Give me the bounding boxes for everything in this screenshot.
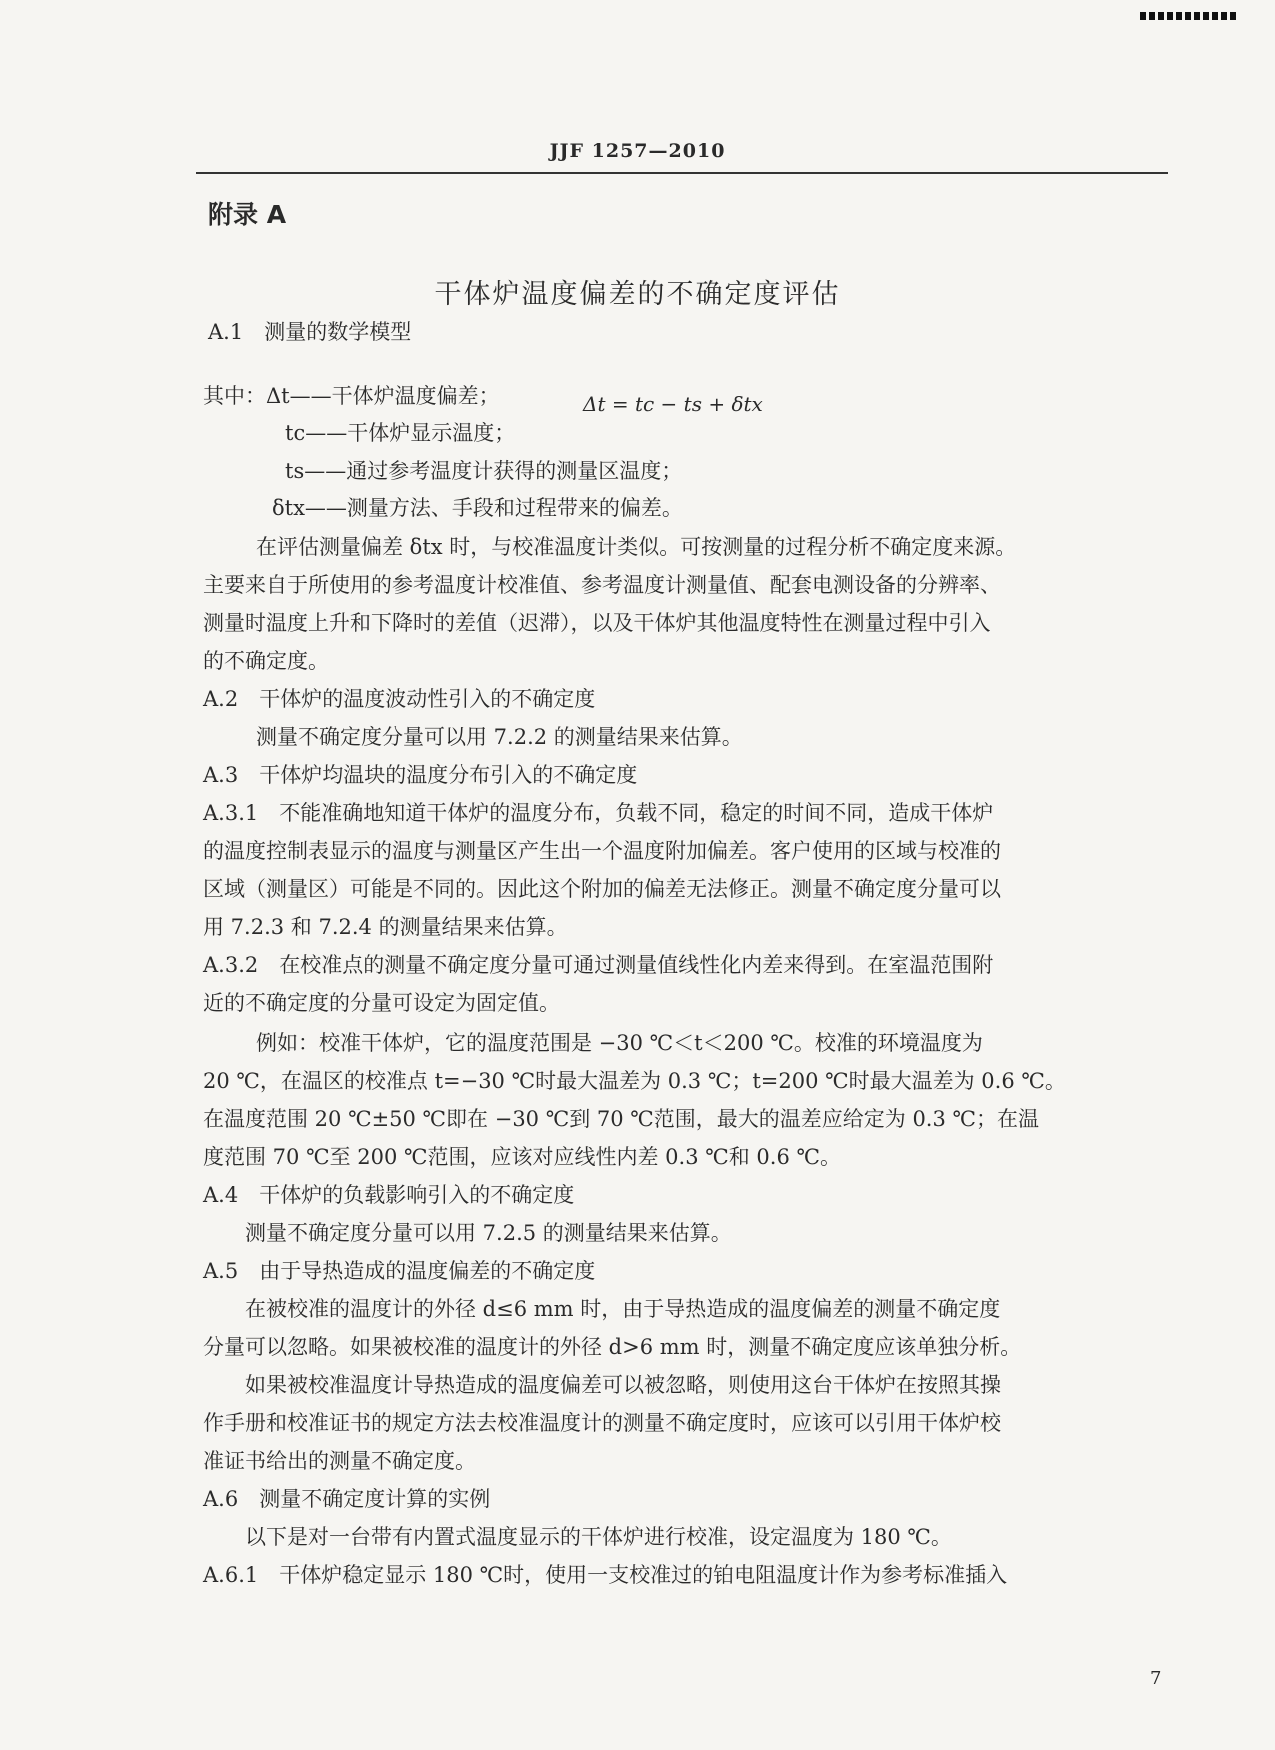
text-line: 测量时温度上升和下降时的差值（迟滞），以及干体炉其他温度特性在测量过程中引入 bbox=[203, 611, 991, 635]
text-line: 近的不确定度的分量可设定为固定值。 bbox=[203, 991, 560, 1015]
text-line: A.3.1 不能准确地知道干体炉的温度分布，负载不同，稳定的时间不同，造成干体炉 bbox=[203, 801, 994, 825]
text-line: 在温度范围 20 ℃±50 ℃即在 −30 ℃到 70 ℃范围，最大的温差应给定为 0.3 ℃；在温 bbox=[203, 1107, 1040, 1131]
appendix-label: 附录 A bbox=[208, 200, 287, 229]
text-line: 其中：Δt——干体炉温度偏差； bbox=[203, 384, 500, 408]
text-line: 在评估测量偏差 δtx 时，与校准温度计类似。可按测量的过程分析不确定度来源。 bbox=[256, 535, 1017, 559]
document-header: JJF 1257—2010 bbox=[549, 140, 726, 162]
text-line: A.3.2 在校准点的测量不确定度分量可通过测量值线性化内差来得到。在室温范围附 bbox=[203, 953, 994, 977]
scan-corner-mark bbox=[1140, 12, 1236, 20]
text-line: δtx——测量方法、手段和过程带来的偏差。 bbox=[272, 496, 683, 520]
text-line: ts——通过参考温度计获得的测量区温度； bbox=[285, 459, 683, 483]
header-rule bbox=[196, 172, 1168, 174]
text-line: 以下是对一台带有内置式温度显示的干体炉进行校准，设定温度为 180 ℃。 bbox=[245, 1525, 952, 1549]
text-line: A.6.1 干体炉稳定显示 180 ℃时，使用一支校准过的铂电阻温度计作为参考标准插入 bbox=[203, 1563, 1008, 1587]
document-title: 干体炉温度偏差的不确定度评估 bbox=[434, 279, 841, 310]
text-line: 的温度控制表显示的温度与测量区产生出一个温度附加偏差。客户使用的区域与校准的 bbox=[203, 839, 1001, 863]
section-a3-heading: A.3 干体炉均温块的温度分布引入的不确定度 bbox=[203, 763, 638, 787]
text-line: 测量不确定度分量可以用 7.2.5 的测量结果来估算。 bbox=[245, 1221, 732, 1245]
section-a6-heading: A.6 测量不确定度计算的实例 bbox=[203, 1487, 491, 1511]
text-line: 度范围 70 ℃至 200 ℃范围，应该对应线性内差 0.3 ℃和 0.6 ℃。 bbox=[203, 1145, 841, 1169]
text-line: 用 7.2.3 和 7.2.4 的测量结果来估算。 bbox=[203, 915, 568, 939]
text-line: 如果被校准温度计导热造成的温度偏差可以被忽略，则使用这台干体炉在按照其操 bbox=[245, 1373, 1001, 1397]
text-line: 作手册和校准证书的规定方法去校准温度计的测量不确定度时，应该可以引用干体炉校 bbox=[203, 1411, 1001, 1435]
section-a5-heading: A.5 由于导热造成的温度偏差的不确定度 bbox=[203, 1259, 596, 1283]
text-line: 的不确定度。 bbox=[203, 649, 329, 673]
text-line: 20 ℃，在温区的校准点 t=−30 ℃时最大温差为 0.3 ℃；t=200 ℃时最大温差为 0.6 ℃。 bbox=[203, 1069, 1066, 1093]
formula: Δt = tc − ts + δtx bbox=[583, 392, 763, 416]
text-line: 例如：校准干体炉，它的温度范围是 −30 ℃＜t＜200 ℃。校准的环境温度为 bbox=[256, 1031, 983, 1055]
text-line: 准证书给出的测量不确定度。 bbox=[203, 1449, 476, 1473]
section-a2-heading: A.2 干体炉的温度波动性引入的不确定度 bbox=[203, 687, 596, 711]
page-number: 7 bbox=[1150, 1668, 1162, 1689]
section-a1-heading: A.1 测量的数学模型 bbox=[208, 320, 412, 344]
text-line: 主要来自于所使用的参考温度计校准值、参考温度计测量值、配套电测设备的分辨率、 bbox=[203, 573, 1001, 597]
text-line: 分量可以忽略。如果被校准的温度计的外径 d>6 mm 时，测量不确定度应该单独分析。 bbox=[203, 1335, 1022, 1359]
text-line: tc——干体炉显示温度； bbox=[285, 421, 516, 445]
text-line: 在被校准的温度计的外径 d≤6 mm 时，由于导热造成的温度偏差的测量不确定度 bbox=[245, 1297, 1001, 1321]
text-line: 测量不确定度分量可以用 7.2.2 的测量结果来估算。 bbox=[256, 725, 743, 749]
section-a4-heading: A.4 干体炉的负载影响引入的不确定度 bbox=[203, 1183, 575, 1207]
text-line: 区域（测量区）可能是不同的。因此这个附加的偏差无法修正。测量不确定度分量可以 bbox=[203, 877, 1001, 901]
